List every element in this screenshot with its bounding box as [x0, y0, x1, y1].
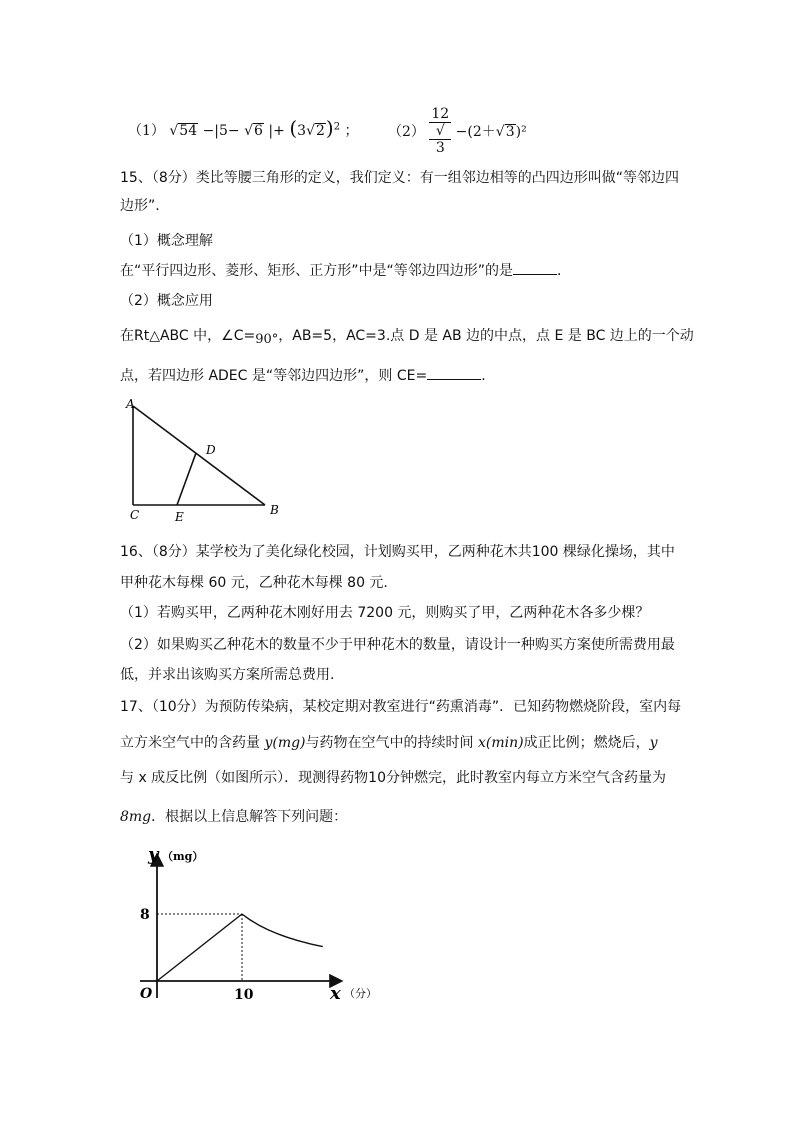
fraction-numerator: 12: [431, 106, 450, 122]
sqrt-sign: √: [244, 123, 254, 139]
problem15-line2: 边形”.: [120, 198, 160, 214]
label-b: B: [270, 503, 279, 517]
x-axis-label: x: [330, 983, 341, 1004]
p1-label: （1）: [128, 123, 165, 139]
radicand-54: 54: [179, 123, 198, 139]
y-axis-label: y: [148, 844, 159, 865]
fraction: [429, 106, 451, 156]
problem16-q2-line1: （2）如果购买乙种花木的数量不少于甲种花木的数量，请设计一种购买方案使所需费用最: [120, 637, 675, 653]
problem17-line4: 8mg．根据以上信息解答下列问题：: [120, 809, 348, 825]
peak-value-label: 8: [140, 907, 150, 923]
problem17-line2: 立方米空气中的含药量 y(mg)与药物在空气中的持续时间 x(min)成正比例；燃烧后，y: [120, 735, 658, 751]
label-d: D: [206, 443, 216, 457]
problem14-part1: [128, 116, 359, 140]
paren-left: (: [289, 116, 298, 140]
peak-time-label: 10: [234, 987, 254, 1003]
label-a: A: [126, 397, 135, 411]
sqrt-sign: √: [169, 123, 179, 139]
problem16-q2-line2: 低，并求出该购买方案所需总费用.: [120, 667, 335, 683]
exponent: 2: [333, 121, 341, 133]
p2-label: （2）: [388, 124, 425, 140]
y-unit: （mg）: [162, 850, 204, 863]
problem17-line1: 17、（10分）为预防传染病，某校定期对教室进行“药熏消毒”．已知药物燃烧阶段，室内每: [120, 699, 682, 715]
segment-de: [177, 453, 196, 505]
angle-value: 90°: [255, 332, 279, 347]
abs-close: |+: [268, 123, 285, 139]
problem15-sub2-line2: 点，若四边形 ADEC 是“等邻边四边形”，则 CE= .: [120, 368, 486, 384]
abs-part: −|5−: [202, 123, 240, 139]
dosage-graph: [130, 840, 400, 1010]
segment-ab: [133, 406, 265, 505]
fraction-denominator: √ 3: [429, 123, 451, 156]
problem14-part2: [388, 106, 527, 156]
triangle-figure: [120, 396, 320, 526]
paren-right: ): [325, 116, 334, 140]
p1-end: ；: [344, 123, 359, 139]
problem15-sub1-text: 在“平行四边形、菱形、矩形、正方形”中是“等邻边四边形”的是 .: [120, 263, 562, 279]
answer-blank: [427, 367, 481, 380]
sqrt-sign: √: [306, 123, 315, 139]
problem15-sub2-line1: 在Rt△ABC 中，∠C=90°，AB=5，AC=3.点 D 是 AB 边的中点，点 E 是 BC 边上的一个动: [120, 328, 694, 347]
origin-label: O: [140, 986, 153, 1002]
problem15-line1: 15、（8分）类比等腰三角形的定义，我们定义：有一组邻边相等的凸四边形叫做“等邻边四: [120, 170, 679, 186]
problem16-line2: 甲种花木每棵 60 元，乙种花木每棵 80 元.: [120, 575, 388, 591]
label-c: C: [130, 508, 140, 522]
radicand-2: 2: [315, 123, 325, 139]
p2-rest: −(2＋√3)²: [455, 124, 527, 140]
inverse-curve: [242, 914, 323, 947]
problem16-line1: 16、（8分）某学校为了美化绿化校园，计划购买甲，乙两种花木共100 棵绿化操场，其中: [120, 544, 675, 560]
problem16-q1: （1）若购买甲，乙两种花木刚好用去 7200 元，则购买了甲，乙两种花木各多少棵？: [120, 605, 650, 621]
answer-blank: [513, 262, 557, 275]
label-e: E: [175, 510, 184, 524]
linear-segment: [157, 914, 242, 981]
coef: 3: [297, 123, 307, 139]
problem15-sub1-heading: （1）概念理解: [120, 233, 213, 249]
problem17-line3: 与 x 成反比例（如图所示）．现测得药物10分钟燃完，此时教室内每立方米空气含药量为: [120, 770, 666, 786]
radicand-6: 6: [254, 123, 263, 139]
problem15-sub2-heading: （2）概念应用: [120, 293, 213, 309]
x-unit: （分）: [344, 987, 377, 1000]
